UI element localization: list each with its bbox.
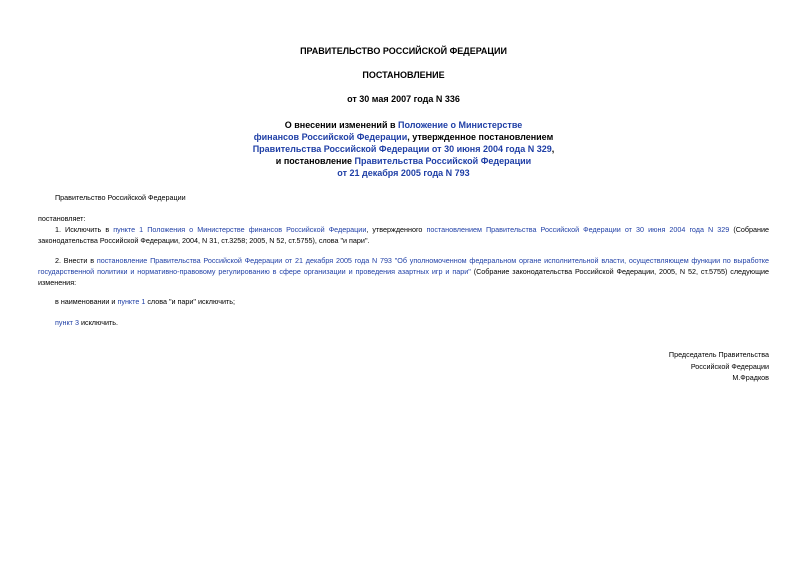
link-clause-3[interactable]: пункт 3 xyxy=(55,318,79,327)
link-decree-329[interactable]: постановлением Правительства Российской Федерации от 30 июня 2004 года N 329 xyxy=(426,225,730,234)
title-link-regulation[interactable]: Положение о Министерстве xyxy=(398,120,523,130)
subitem-2-paragraph: пункт 3 исключить. xyxy=(55,318,119,327)
resolves-paragraph: постановляет: xyxy=(38,214,86,223)
title-text: , xyxy=(551,144,555,154)
item-1-paragraph: 1. Исключить в пункте 1 Положения о Министерстве финансов Российской Федерации, утвержденного постановлением Правительства Российской Федерации от 30 июня 2004 года N 329 (Собрание законодательства Российской Федерации, 2004, N 31, ст.3258; 2005, N 52, ст.5755), слова "и пари". xyxy=(38,225,770,245)
title-text: и постановление xyxy=(275,156,355,166)
title-text: О внесении изменений в xyxy=(284,120,399,130)
link-clause-1[interactable]: пункте 1 xyxy=(117,297,146,306)
document-date-number: от 30 мая 2007 года N 336 xyxy=(347,94,460,104)
signature-country: Российской Федерации xyxy=(690,361,769,371)
item-2-paragraph: 2. Внести в постановление Правительства Российской Федерации от 21 декабря 2005 года N 793 "Об уполномоченном федеральном органе исполнительной власти, осуществляющем функции по выработке государственной политики и нормативно-правовому регулированию в сфере организации и проведения азартных игр и пари" (Собрание законодательства Российской Федерации, 2005, N 52, ст.5755) следующие изменения: xyxy=(38,256,770,287)
signature-block xyxy=(669,349,769,384)
document-title xyxy=(200,119,607,179)
title-text: , утвержденное постановлением xyxy=(407,132,554,142)
title-link-decree-329[interactable]: Правительства Российской Федерации от 30 июня 2004 года N 329 xyxy=(252,144,552,154)
government-heading: ПРАВИТЕЛЬСТВО РОССИЙСКОЙ ФЕДЕРАЦИИ xyxy=(300,46,507,56)
link-decree-793[interactable]: постановление Правительства Российской Федерации от 21 декабря 2005 года N 793 "Об уполномоченном федеральном органе исполнительной власти, осуществляющем функции по выработке государственной политики и нормативно-правовому регулированию в сфере организации и проведения азартных игр и пари" xyxy=(38,256,770,276)
title-link-ministry[interactable]: финансов Российской Федерации xyxy=(253,132,408,142)
signature-position: Председатель Правительства xyxy=(668,350,769,359)
title-link-government[interactable]: Правительства Российской Федерации xyxy=(354,156,532,166)
title-link-decree-793[interactable]: от 21 декабря 2005 года N 793 xyxy=(337,168,470,178)
signature-name: М.Фрадков xyxy=(732,373,769,382)
intro-paragraph: Правительство Российской Федерации xyxy=(55,193,186,202)
subitem-1-paragraph: в наименовании и пункте 1 слова "и пари" исключить; xyxy=(55,297,236,306)
link-clause-1-regulation[interactable]: пункте 1 Положения о Министерстве финансов Российской Федерации xyxy=(113,225,367,234)
document-type: ПОСТАНОВЛЕНИЕ xyxy=(362,70,445,80)
